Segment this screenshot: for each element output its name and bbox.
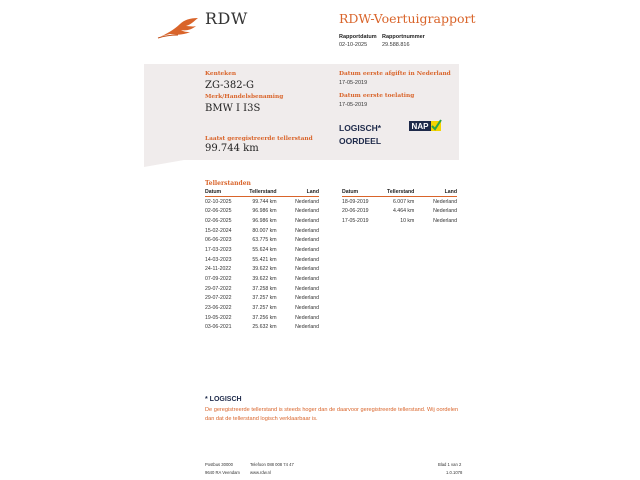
- table-row: [205, 255, 319, 265]
- table-row: [205, 216, 319, 226]
- reading-country: Nederland: [433, 198, 457, 205]
- table-row: [205, 313, 319, 323]
- readings-title: Tellerstanden: [205, 180, 251, 187]
- reading-country: Nederland: [295, 304, 319, 311]
- reading-value: 37.257 km: [252, 295, 277, 302]
- reading-country: Nederland: [295, 314, 319, 321]
- reading-date: 02-10-2025: [205, 198, 232, 205]
- report-title: RDW-Voertuigrapport: [339, 11, 476, 26]
- reading-date: 17-03-2023: [205, 247, 232, 254]
- reading-country: Nederland: [295, 218, 319, 225]
- reading-date: 07-09-2022: [205, 275, 232, 282]
- reading-date: 20-06-2019: [342, 208, 369, 215]
- table-row: [205, 293, 319, 303]
- reading-country: Nederland: [295, 256, 319, 263]
- plate-label: Kenteken: [205, 71, 237, 77]
- footnote-text: De geregistreerde tellerstand is steeds hoger dan de daarvoor geregistreerde tellerstand. Wij oordelen dan dat de tellerstand logisch verklaarbaar is.: [205, 407, 459, 422]
- report-number: 29.588.816: [382, 42, 410, 48]
- reading-date: 24-11-2022: [205, 266, 232, 273]
- readings-table-right: [342, 188, 457, 226]
- reading-country: Nederland: [433, 218, 457, 225]
- table-row: [342, 197, 457, 207]
- first-registration-nl-date: 17-05-2019: [339, 80, 368, 86]
- col-date: Datum: [205, 188, 239, 197]
- footer-address-1: Postbus 30000: [205, 462, 233, 467]
- reading-value: 39.622 km: [252, 275, 277, 282]
- verdict-line-1: LOGISCH*: [339, 123, 382, 133]
- reading-country: Nederland: [295, 266, 319, 273]
- table-row: [205, 226, 319, 236]
- col-country: Land: [289, 188, 319, 197]
- reading-value: 80.007 km: [252, 227, 277, 234]
- reading-value: 4.464 km: [392, 208, 415, 215]
- reading-country: Nederland: [295, 198, 319, 205]
- reading-value: 63.775 km: [252, 237, 277, 244]
- reading-country: Nederland: [295, 285, 319, 292]
- reading-value: 96.986 km: [252, 208, 277, 215]
- first-admission-date: 17-05-2019: [339, 102, 368, 108]
- table-row: [205, 274, 319, 284]
- reading-country: Nederland: [295, 237, 319, 244]
- reading-date: 14-03-2023: [205, 256, 232, 263]
- table-row: [205, 197, 319, 207]
- reading-value: 37.257 km: [252, 304, 277, 311]
- reading-date: 06-06-2023: [205, 237, 232, 244]
- odometer-value: 99.744 km: [205, 143, 259, 154]
- footer-phone: Telefoon 088 008 74 47: [250, 462, 294, 467]
- footer-page: Blad 1 van 2: [438, 462, 462, 467]
- table-row: [205, 322, 319, 332]
- footnote-title: * LOGISCH: [205, 396, 242, 403]
- plate-value: ZG-382-G: [205, 80, 254, 91]
- panel-tail-decoration: [144, 160, 184, 167]
- reading-value: 99.744 km: [252, 198, 277, 205]
- reading-country: Nederland: [295, 275, 319, 282]
- reading-country: Nederland: [295, 227, 319, 234]
- reading-country: Nederland: [295, 324, 319, 331]
- reading-date: 29-07-2022: [205, 285, 232, 292]
- reading-date: 15-02-2024: [205, 227, 232, 234]
- rdw-logo-icon: [156, 16, 200, 40]
- reading-country: Nederland: [295, 208, 319, 215]
- reading-value: 37.258 km: [252, 285, 277, 292]
- col-date: Datum: [342, 188, 376, 197]
- footer-code: 1.0.1078: [446, 470, 463, 475]
- reading-value: 55.624 km: [252, 247, 277, 254]
- table-row: [342, 207, 457, 217]
- verdict-line-2: OORDEEL: [339, 136, 382, 146]
- reading-date: 23-06-2022: [205, 304, 232, 311]
- table-row: [205, 284, 319, 294]
- table-row: [205, 207, 319, 217]
- reading-country: Nederland: [295, 247, 319, 254]
- nap-badge-icon: [409, 119, 442, 133]
- footer-website: www.rdw.nl: [250, 470, 271, 475]
- reading-value: 10 km: [400, 218, 415, 225]
- table-row: [205, 236, 319, 246]
- table-row: [342, 216, 457, 226]
- reading-date: 03-06-2021: [205, 324, 232, 331]
- verdict: [339, 122, 381, 148]
- col-country: Land: [426, 188, 457, 197]
- reading-value: 96.986 km: [252, 218, 277, 225]
- report-number-label: Rapportnummer: [382, 34, 425, 40]
- reading-value: 39.622 km: [252, 266, 277, 273]
- first-registration-nl-label: Datum eerste afgifte in Nederland: [339, 71, 451, 77]
- reading-date: 17-05-2019: [342, 218, 369, 225]
- reading-date: 02-06-2025: [205, 208, 232, 215]
- footer-address-2: 9640 RA Veendam: [205, 470, 240, 475]
- reading-country: Nederland: [295, 295, 319, 302]
- reading-date: 02-06-2025: [205, 218, 232, 225]
- nap-badge-text: NAP: [411, 122, 429, 131]
- reading-date: 18-09-2019: [342, 198, 369, 205]
- make-value: BMW I I3S: [205, 103, 261, 114]
- make-label: Merk/Handelsbenaming: [205, 94, 284, 100]
- col-reading: Tellerstand: [239, 188, 289, 197]
- table-row: [205, 245, 319, 255]
- vehicle-summary-panel: [144, 64, 459, 160]
- odometer-label: Laatst geregistreerde tellerstand: [205, 136, 313, 142]
- first-admission-label: Datum eerste toelating: [339, 93, 415, 99]
- col-reading: Tellerstand: [376, 188, 426, 197]
- reading-value: 25.632 km: [252, 324, 277, 331]
- table-row: [205, 303, 319, 313]
- reading-date: 19-05-2022: [205, 314, 232, 321]
- report-date: 02-10-2025: [339, 42, 368, 48]
- report-date-label: Rapportdatum: [339, 34, 377, 40]
- reading-value: 6.007 km: [392, 198, 415, 205]
- brand-name: RDW: [205, 9, 248, 28]
- table-row: [205, 264, 319, 274]
- reading-value: 37.256 km: [252, 314, 277, 321]
- reading-value: 55.421 km: [252, 256, 277, 263]
- readings-table-left: [205, 188, 319, 332]
- reading-date: 29-07-2022: [205, 295, 232, 302]
- reading-country: Nederland: [433, 208, 457, 215]
